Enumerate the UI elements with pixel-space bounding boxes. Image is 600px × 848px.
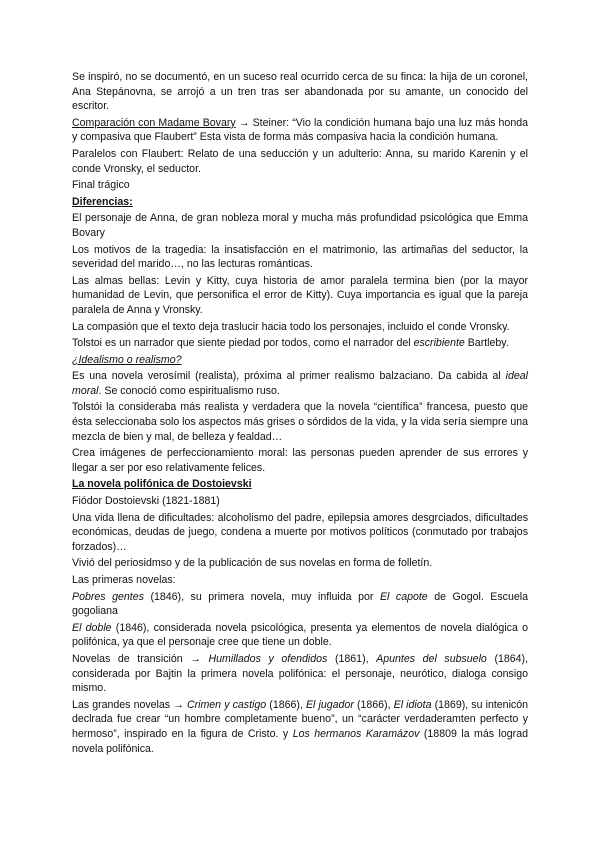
paragraph-grandes-novelas <box>72 698 528 756</box>
text-run: de Gogol. Escuela gogoliana <box>72 590 528 618</box>
text-run: (1864), considerada por Bajtin la primera novela polifónica: el personaje, neurótico, dialoga consigo mismo. <box>72 652 529 695</box>
paragraph-realista: Tolstói la consideraba más realista y verdadera que la novela “científica” francesa, puesto que ésta seleccionaba solo los aspectos más grises o sórdidos de la vida, y la vida sería siempre una mezcla de bien y mal, de belleza y fealdad… <box>72 401 528 443</box>
paragraph-pobres-gentes <box>72 590 528 619</box>
paragraph-narrador <box>72 336 528 351</box>
paragraph-compasion: La compasión que el texto deja traslucir hacia todo los personajes, incluido el conde Vronsky. <box>72 320 510 333</box>
text-run: (1866), <box>353 698 394 711</box>
italic-run: El idiota <box>393 698 432 711</box>
paragraph-verosimil <box>72 369 528 398</box>
paragraph-transicion <box>72 652 528 696</box>
heading-polifonica: La novela polifónica de Dostoievski <box>72 478 252 491</box>
paragraph-paralelos: Paralelos con Flaubert: Relato de una seducción y un adulterio: Anna, su marido Karenin y el conde Vronsky, el seductor. <box>72 147 528 175</box>
text-run: (1869), su intenicón declrada fue crear “un hombre completamente bueno”, un “carácter verdaderamten perfecto y hermoso”, inspirado en la figura de Cristo. y <box>72 698 528 740</box>
text-run: Es una novela verosímil (realista), próxima al primer realismo balzaciano. Da cabida al <box>72 370 506 383</box>
text-run: Bartleby. <box>464 337 509 350</box>
italic-run: El capote <box>379 590 428 603</box>
text-run: (1846), su primera novela, muy influida por <box>143 590 380 603</box>
paragraph-fiodor: Fiódor Dostoievski (1821-1881) <box>72 495 220 508</box>
heading-idealismo: ¿Idealismo o realismo? <box>72 353 182 366</box>
comparacion-link[interactable]: Comparación con Madame Bovary <box>72 116 236 129</box>
text-run: (1866), <box>266 698 306 711</box>
italic-run: El doble <box>72 621 112 634</box>
text-run: Las grandes novelas → <box>72 698 187 711</box>
comparacion-text: → Steiner: “Vio la condición humana bajo una luz más honda y compasiva que Flaubert” Esta vista de forma más compasiva hacia la condición humana. <box>72 116 528 144</box>
text-run: Tolstoi es un narrador que siente piedad por todos, como el narrador del <box>72 337 414 350</box>
paragraph-motivos-tragedia: Los motivos de la tragedia: la insatisfacción en el matrimonio, las artimañas del seductor, la severidad del marido…, no las lecturas románticas. <box>72 243 528 271</box>
italic-run: El jugador <box>305 698 354 711</box>
italic-run: escribiente <box>413 337 465 350</box>
paragraph-almas-bellas: Las almas bellas: Levin y Kitty, cuya historia de amor paralela termina bien (por la mayor humanidad de Levin, que personifica el error de Kitty). Cuya importancia es igual que la pareja paralela de Anna y Vronsky. <box>72 274 528 316</box>
text-run: (1846), considerada novela psicológica, presenta ya elementos de novela dialógica o polifónica, ya que el personaje cree que tiene un doble. <box>72 621 528 649</box>
paragraph-perfeccionamiento: Crea imágenes de perfeccionamiento moral: las personas pueden aprender de sus errores y llegar a ser por eso relativamente felices. <box>72 447 528 474</box>
italic-run: Humillados y ofendidos <box>208 652 328 665</box>
heading-diferencias: Diferencias: <box>72 195 133 208</box>
paragraph-dificultades: Una vida llena de dificultades: alcoholismo del padre, epilepsia amores desgrciados, dificultades económicas, deudas de juego, condena a muerte por motivos políticos (conmutado por trabajos forzados)… <box>72 511 528 553</box>
italic-run: ideal moral <box>72 370 528 397</box>
paragraph-suceso-real: Se inspiró, no se documentó, en un suceso real ocurrido cerca de su finca: la hija de un coronel, Ana Stepánovna, se arrojó a un tren tras ser abandonada por su amante, un conocido del escritor. <box>72 71 528 113</box>
paragraph-primeras-novelas: Las primeras novelas: <box>72 574 176 586</box>
text-run: . Se conoció como espiritualismo ruso. <box>98 384 280 397</box>
paragraph-periodismo: Vivió del periosidmso y de la publicación de sus novelas en forma de folletín. <box>72 557 433 570</box>
paragraph-el-doble <box>72 621 528 650</box>
text-run: (1861), <box>327 652 377 665</box>
text-run: (18809 la más lograd novela polifónica. <box>72 727 528 755</box>
paragraph-comparacion <box>72 116 528 145</box>
text-run: Novelas de transición → <box>72 652 209 665</box>
italic-run: Apuntes del subsuelo <box>376 652 487 665</box>
italic-run: Crimen y castigo <box>186 698 267 711</box>
paragraph-final-tragico: Final trágico <box>72 179 130 192</box>
italic-run: Los hermanos Karamázov <box>292 727 420 740</box>
paragraph-personaje-anna: El personaje de Anna, de gran nobleza moral y mucha más profundidad psicológica que Emma Bovary <box>72 212 528 239</box>
italic-run: Pobres gentes <box>72 590 144 603</box>
